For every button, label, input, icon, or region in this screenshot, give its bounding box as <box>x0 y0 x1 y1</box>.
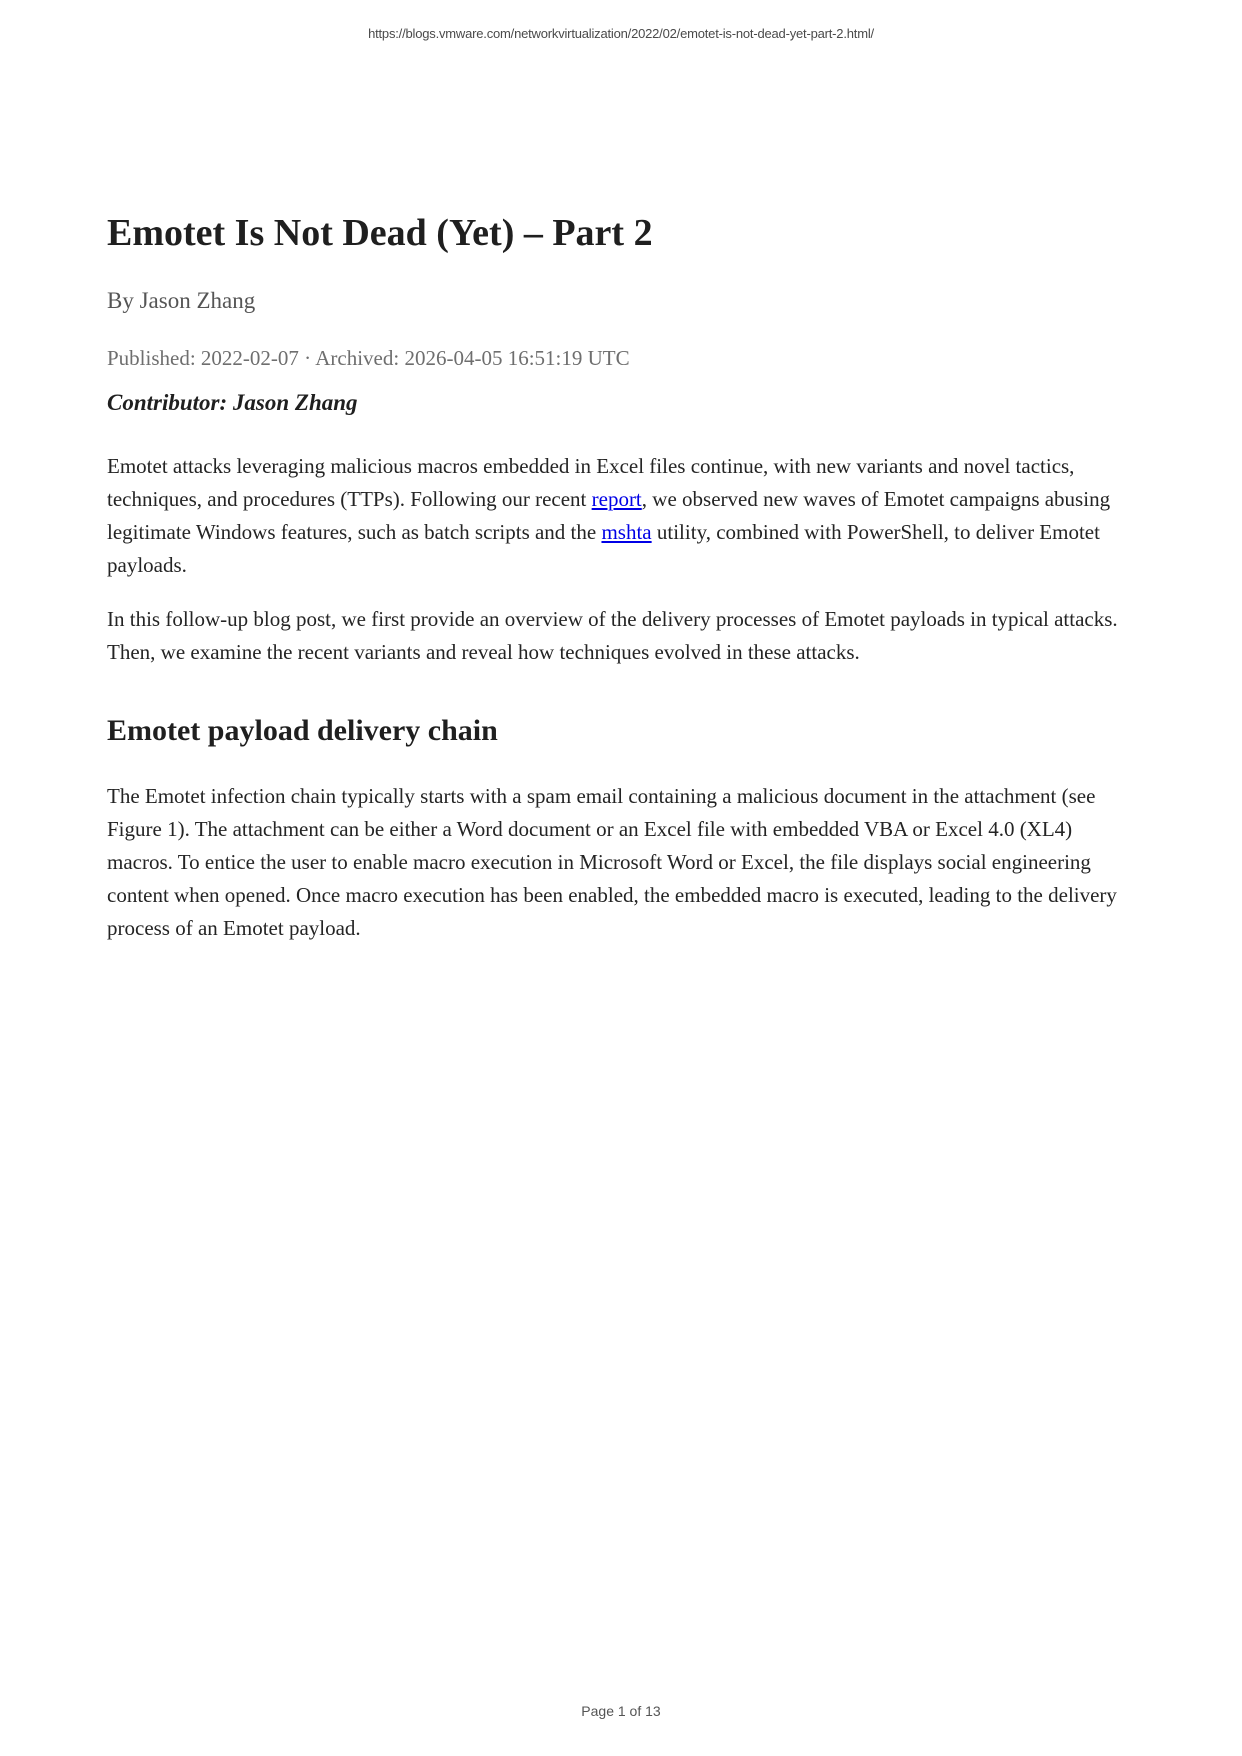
article-dateline: Published: 2022-02-07 · Archived: 2026-04-05 16:51:19 UTC <box>107 346 630 370</box>
page-number-footer: Page 1 of 13 <box>581 1703 661 1719</box>
article-contributor-line: Contributor: Jason Zhang <box>107 390 358 415</box>
mshta-link[interactable]: mshta <box>601 520 652 544</box>
intro-text-between-links: , we observed new waves of Emotet campaigns abusing legitimate Windows features, such as batch scripts and the <box>107 487 1111 544</box>
intro-text-after-mshta-link: utility, combined with PowerShell, to deliver Emotet payloads. <box>107 520 1100 577</box>
article-title: Emotet Is Not Dead (Yet) – Part 2 <box>107 212 653 254</box>
section-heading-emotet-payload-delivery-chain: Emotet payload delivery chain <box>107 714 498 747</box>
intro-text-before-report-link: Emotet attacks leveraging malicious macros embedded in Excel files continue, with new variants and novel tactics, techniques, and procedures (TTPs). Following our recent <box>107 454 1075 511</box>
report-link[interactable]: report <box>591 487 642 511</box>
intro-paragraph <box>107 450 1135 582</box>
printed-page-url: https://blogs.vmware.com/networkvirtualization/2022/02/emotet-is-not-dead-yet-part-2.html/ <box>368 26 874 41</box>
overview-paragraph: In this follow-up blog post, we first provide an overview of the delivery processes of Emotet payloads in typical attacks. Then, we examine the recent variants and reveal how techniques evolved in these attacks. <box>107 607 1118 664</box>
article-byline: By Jason Zhang <box>107 288 256 313</box>
delivery-chain-paragraph: The Emotet infection chain typically starts with a spam email containing a malicious document in the attachment (see Figure 1). The attachment can be either a Word document or an Excel file with embedded VBA or Excel 4.0 (XL4) macros. To entice the user to enable macro execution in Microsoft Word or Excel, the file displays social engineering content when opened. Once macro execution has been enabled, the embedded macro is executed, leading to the delivery process of an Emotet payload. <box>107 784 1117 940</box>
